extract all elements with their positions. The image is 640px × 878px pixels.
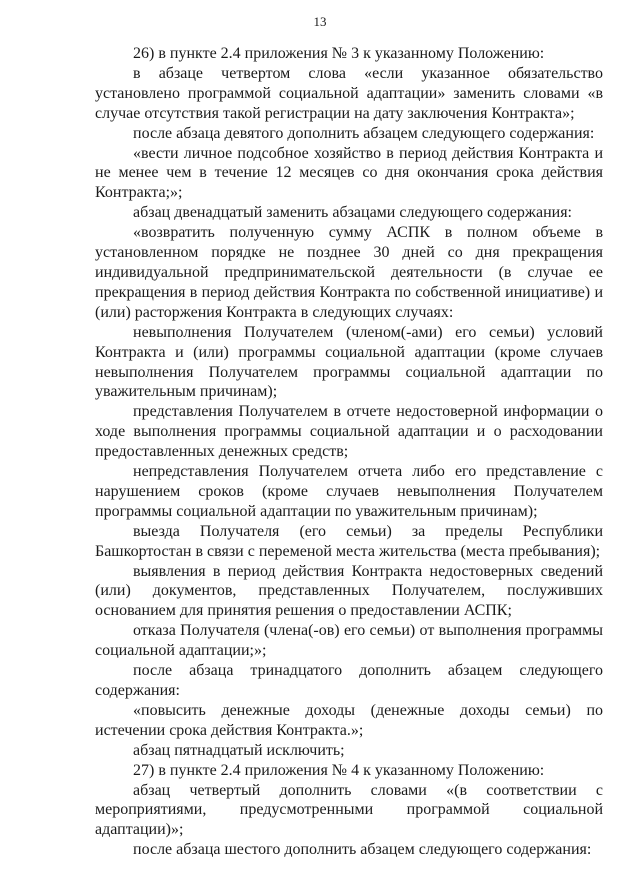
- paragraph-case-refusal: отказа Получателя (члена(-ов) его семьи) от выполнения программы социальной адаптации;»;: [95, 622, 603, 660]
- document-body: [95, 44, 603, 860]
- paragraph-case-nonfulfillment: невыполнения Получателем (членом(-ами) его семьи) условий Контракта и (или) программы социальной адаптации (кроме случаев невыполнения Получателем программы социальной адаптации по уважительным причинам);: [95, 323, 603, 401]
- paragraph-after-ninth: после абзаца девятого дополнить абзацем следующего содержания:: [133, 124, 595, 142]
- paragraph-case-false-report: представления Получателем в отчете недостоверной информации о ходе выполнения программы социальной адаптации и о расходовании предоставленных денежных средств;: [95, 403, 603, 461]
- paragraph-remove-fifteenth: абзац пятнадцатый исключить;: [133, 741, 345, 759]
- paragraph-after-sixth: после абзаца шестого дополнить абзацем следующего содержания:: [133, 841, 592, 859]
- paragraph-case-false-documents: выявления в период действия Контракта недостоверных сведений (или) документов, представленных Получателем, послуживших основанием для принятия решения о предоставлении АСПК;: [95, 562, 603, 620]
- paragraph-case-relocation: выезда Получателя (его семьи) за пределы Республики Башкортостан в связи с переменой места жительства (места пребывания);: [95, 522, 603, 560]
- paragraph-26-heading: 26) в пункте 2.4 приложения № 3 к указанному Положению:: [133, 45, 545, 62]
- paragraph-increase-income: «повысить денежные доходы (денежные доходы семьи) по истечении срока действия Контракта.»;: [95, 701, 603, 739]
- paragraph-amend-fourth: абзац четвертый дополнить словами «(в соответствии с мероприятиями, предусмотренными программой социальной адаптации)»;: [95, 781, 603, 839]
- paragraph-replace-twelfth: абзац двенадцатый заменить абзацами следующего содержания:: [133, 204, 572, 222]
- paragraph-after-thirteenth: после абзаца тринадцатого дополнить абзацем следующего содержания:: [95, 662, 603, 699]
- paragraph-case-no-report: непредставления Получателем отчета либо его представление с нарушением сроков (кроме случаев невыполнения Получателем программы социальной адаптации по уважительным причинам);: [95, 463, 603, 520]
- paragraph-personal-farm: «вести личное подсобное хозяйство в период действия Контракта и не менее чем в течение 12 месяцев со дня окончания срока действия Контракта;»;: [95, 144, 603, 202]
- paragraph-27-heading: 27) в пункте 2.4 приложения № 4 к указанному Положению:: [133, 761, 545, 779]
- paragraph-replace-fourth: в абзаце четвертом слова «если указанное обязательство установлено программой социальной адаптации» заменить словами «в случае отсутствия такой регистрации на дату заключения Контракта»;: [95, 64, 603, 122]
- paragraph-return-aspk: «возвратить полученную сумму АСПК в полном объеме в установленном порядке не позднее 30 дней со дня прекращения индивидуальной предпринимательской деятельности (в случае ее прекращения в период действия Контракта по собственной инициативе) и (или) расторжения Контракта в следующих случаях:: [95, 224, 603, 321]
- page-number: 13: [313, 14, 327, 29]
